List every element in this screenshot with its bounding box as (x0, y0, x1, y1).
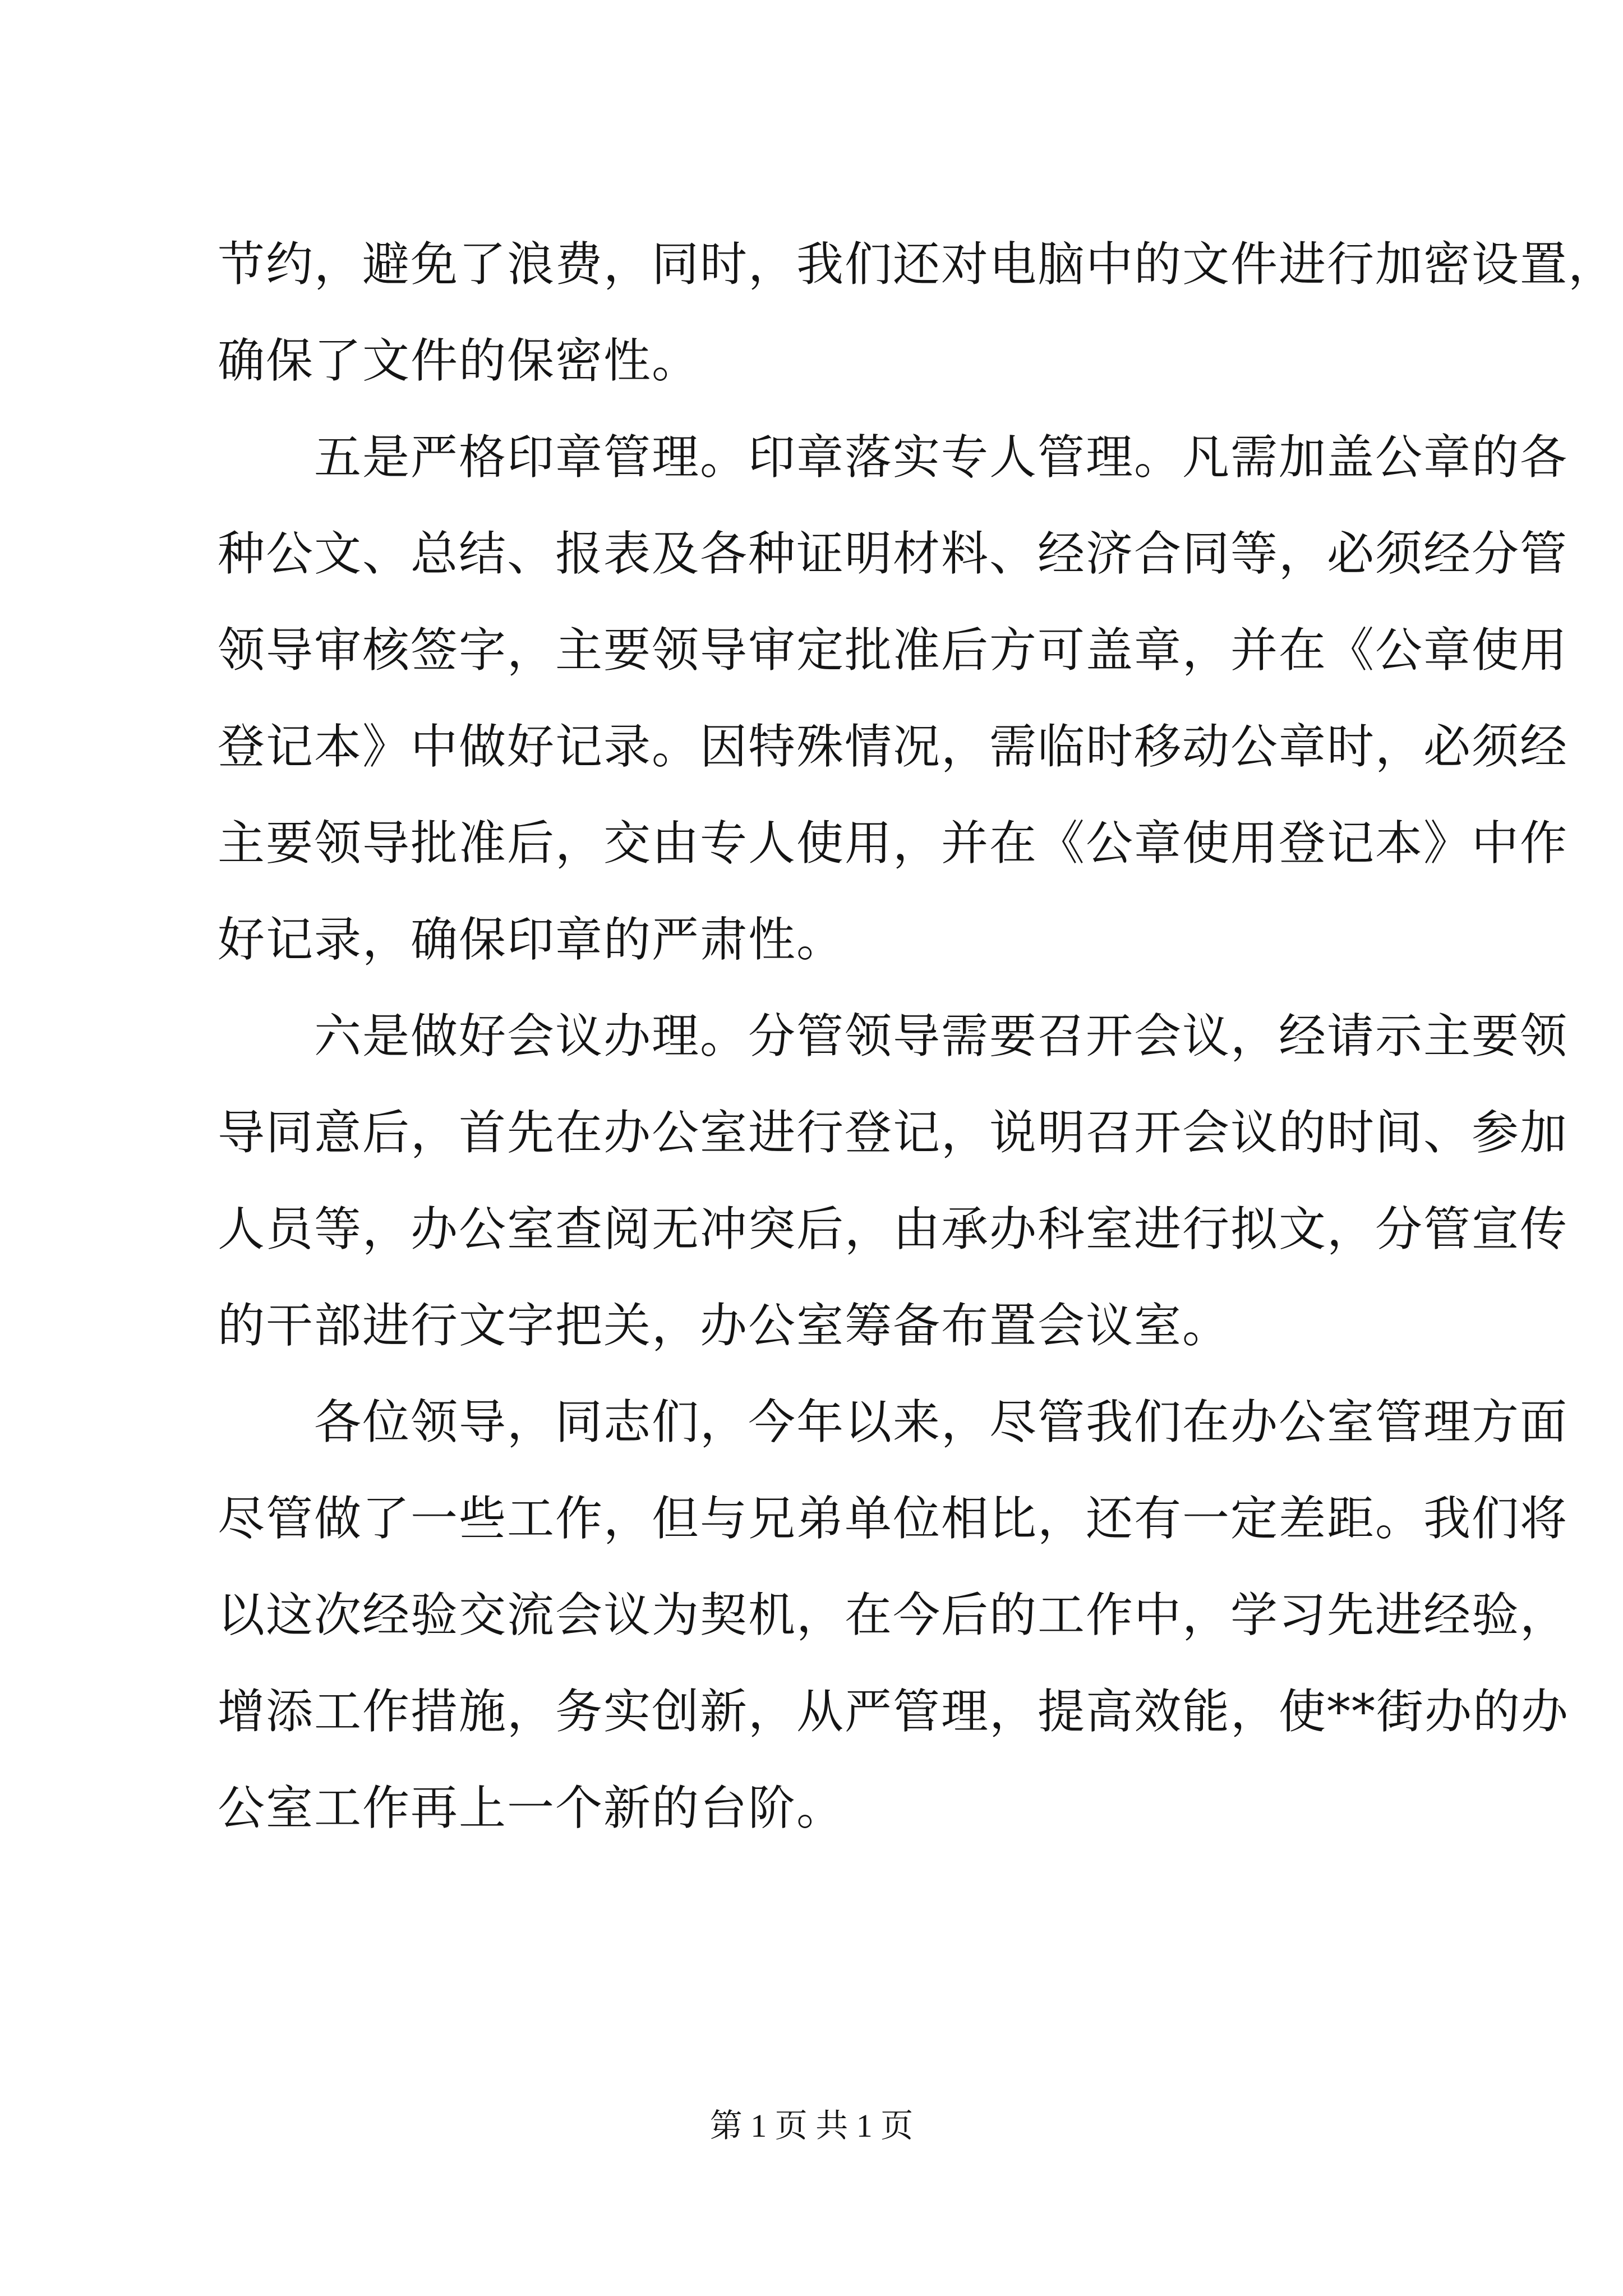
text-line: 公室工作再上一个新的台阶。 (218, 1780, 845, 1835)
text-line: 节约，避免了浪费，同时，我们还对电脑中的文件进行加密设置， (218, 237, 1617, 292)
text-line: 导同意后，首先在办公室进行登记，说明召开会议的时间、参加 (218, 1105, 1569, 1160)
text-line: 种公文、总结、报表及各种证明材料、经济合同等，必须经分管 (218, 526, 1569, 581)
text-line: 增添工作措施，务实创新，从严管理，提高效能，使**街办的办 (218, 1684, 1570, 1739)
text-line: 人员等，办公室查阅无冲突后，由承办科室进行拟文，分管宣传 (218, 1202, 1569, 1257)
text-line: 六是做好会议办理。分管领导需要召开会议，经请示主要领 (218, 1009, 1569, 1064)
document-body (218, 216, 1617, 1856)
text-line: 主要领导批准后，交由专人使用，并在《公章使用登记本》中作 (218, 816, 1569, 871)
text-line: 好记录，确保印章的严肃性。 (218, 912, 845, 967)
text-line: 的干部进行文字把关，办公室筹备布置会议室。 (218, 1298, 1231, 1353)
text-line: 领导审核签字，主要领导审定批准后方可盖章，并在《公章使用 (218, 623, 1569, 678)
text-line: 各位领导，同志们，今年以来，尽管我们在办公室管理方面 (218, 1395, 1569, 1450)
text-line: 确保了文件的保密性。 (218, 333, 700, 388)
text-line: 尽管做了一些工作，但与兄弟单位相比，还有一定差距。我们将 (218, 1491, 1569, 1546)
text-line: 登记本》中做好记录。因特殊情况，需临时移动公章时，必须经 (218, 719, 1569, 774)
text-line: 以这次经验交流会议为契机，在今后的工作中，学习先进经验， (218, 1588, 1569, 1642)
page-number-footer: 第 1 页 共 1 页 (709, 2108, 914, 2144)
text-line: 五是严格印章管理。印章落实专人管理。凡需加盖公章的各 (218, 430, 1569, 485)
